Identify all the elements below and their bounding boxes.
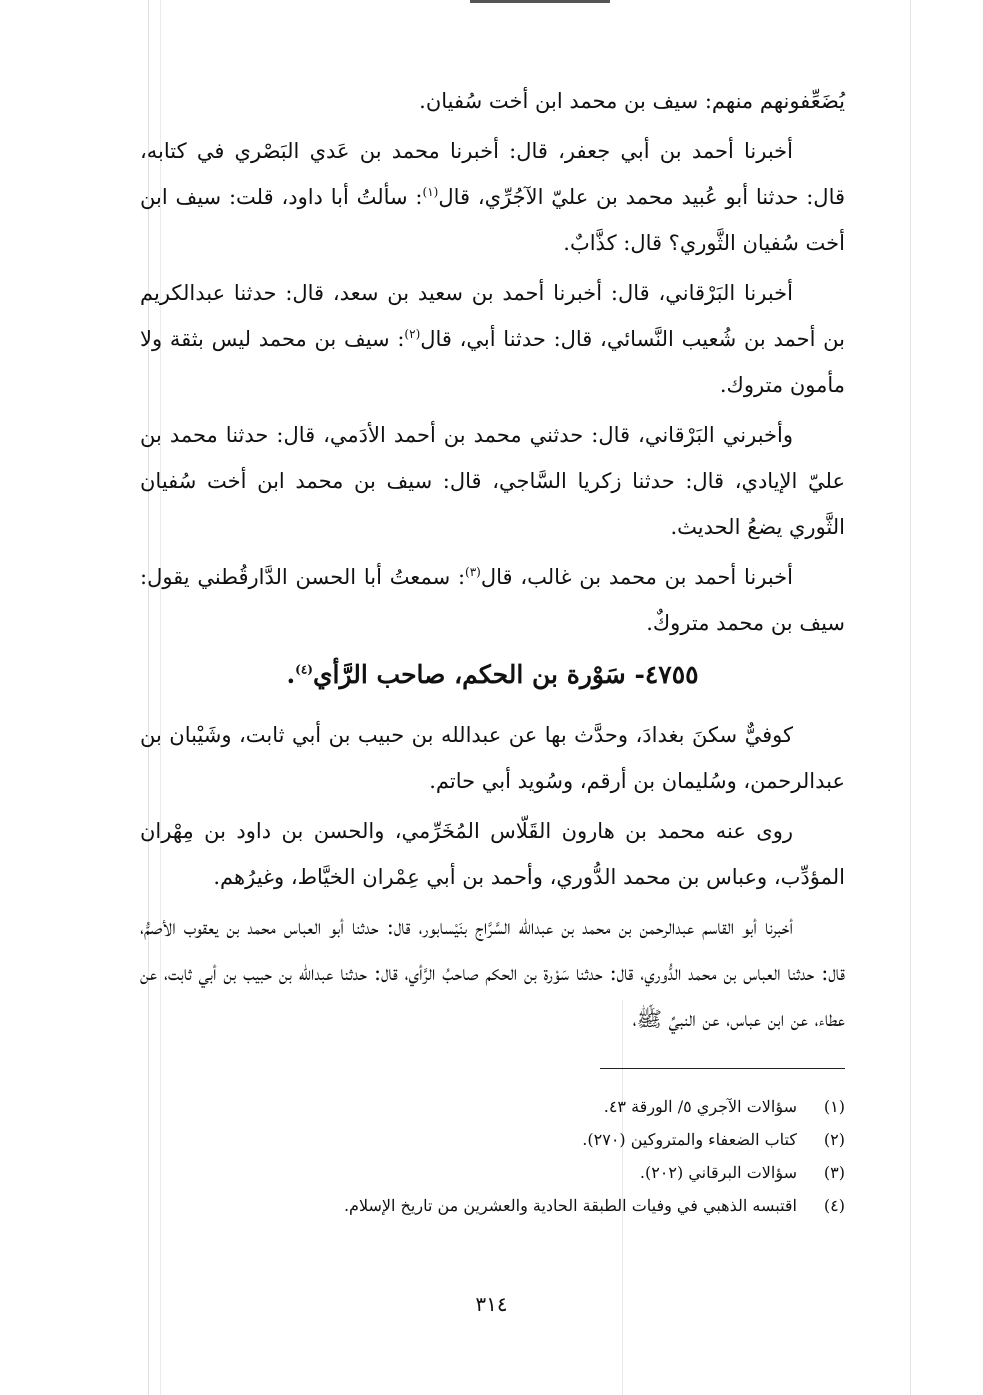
footnote-1 [140, 1090, 845, 1123]
footnote-4 [140, 1189, 845, 1222]
footnote-ref-4: (٤) [295, 662, 313, 677]
paragraph-8-text: أخبرنا أبو القاسم عبدالرحمن بن محمد بن عبدالله السَّرَّاج بنَيْسابور، قال: حدثنا أبو العباس محمد بن يعقوب الأصمُّ، قال: حدثنا العباس بن محمد الدُّوري، قال: حدثنا سَوْرة بن الحكم صاحبُ الرَّأي، قال: حدثنا عبدالله بن حبيب بن أبي ثابت، عن عطاء، عن ابن عباس، عن النبيِّ ﷺ، [140, 915, 845, 1031]
paragraph-3 [140, 270, 845, 408]
footnote-text: سؤالات الآجري ٥/ الورقة ٤٣. [603, 1097, 797, 1116]
footnote-number: (٢) [823, 1130, 845, 1149]
paragraph-4-text: وأخبرني البَرْقاني، قال: حدثني محمد بن أحمد الأدَمي، قال: حدثنا محمد بن عليّ الإيادي، قال: حدثنا زكريا السَّاجي، قال: سيف بن محمد ابن أخت سُفيان الثَّوري يضعُ الحديث. [140, 423, 845, 539]
paragraph-7 [140, 808, 845, 900]
footnote-number: (٤) [823, 1196, 845, 1215]
footnote-text: كتاب الضعفاء والمتروكين (٢٧٠). [582, 1130, 797, 1149]
paragraph-3-text: أخبرنا البَرْقاني، قال: أخبرنا أحمد بن سعيد بن سعد، قال: حدثنا عبدالكريم بن أحمد بن شُعيب النَّسائي، قال: حدثنا أبي، قال [140, 281, 845, 351]
paragraph-5-tail: : سمعتُ أبا الحسن الدَّارقُطني يقول: سيف بن محمد متروكٌ. [140, 565, 845, 635]
footnote-number: (١) [823, 1097, 845, 1116]
page-number: ٣١٤ [475, 1292, 508, 1316]
scan-dotted-line-right [910, 0, 911, 1395]
paragraph-5 [140, 554, 845, 646]
footnote-text: سؤالات البرقاني (٢٠٢). [639, 1163, 797, 1182]
footnotes [140, 1090, 845, 1222]
entry-heading-tail: . [286, 660, 296, 689]
footnote-2 [140, 1123, 845, 1156]
paragraph-4 [140, 412, 845, 550]
footnote-ref-2: (٢) [404, 327, 421, 341]
footnote-ref-1: (١) [422, 185, 439, 199]
scan-edge-mark [470, 0, 610, 3]
paragraph-1-text: يُضَعِّفونهم منهم: سيف بن محمد ابن أخت سُفيان. [419, 89, 845, 113]
paragraph-2-text: أخبرنا أحمد بن أبي جعفر، قال: أخبرنا محمد بن عَدي البَصْري في كتابه، قال: حدثنا أبو عُبيد محمد بن عليّ الآجُرِّي، قال [140, 139, 846, 209]
footnote-text: اقتبسه الذهبي في وفيات الطبقة الحادية والعشرين من تاريخ الإسلام. [343, 1196, 797, 1215]
page-body [140, 78, 845, 1046]
paragraph-2 [140, 128, 845, 266]
paragraph-6-text: كوفيٌّ سكنَ بغدادَ، وحدَّث بها عن عبدالله بن حبيب بن أبي ثابت، وشَيْبان بن عبدالرحمن، وسُليمان بن أرقم، وسُويد أبي حاتم. [140, 723, 845, 793]
paragraph-8 [140, 904, 845, 1042]
footnote-separator [600, 1068, 845, 1069]
entry-heading-text: ٤٧٥٥- سَوْرة بن الحكم، صاحب الرَّأي [312, 660, 699, 689]
entry-heading [140, 650, 845, 700]
footnote-number: (٣) [823, 1163, 845, 1182]
paragraph-7-text: روى عنه محمد بن هارون القَلّاس المُخَرِّمي، والحسن بن داود بن مِهْران المؤدِّب، وعباس بن محمد الدُّوري، وأحمد بن أبي عِمْران الخيَّاط، وغيرُهم. [140, 819, 845, 889]
paragraph-6 [140, 712, 845, 804]
paragraph-2-tail: : سألتُ أبا داود، قلت: سيف ابن أخت سُفيان الثَّوري؟ قال: كذَّابٌ. [140, 185, 845, 255]
paragraph-3-tail: : سيف بن محمد ليس بثقة ولا مأمون متروك. [140, 327, 845, 397]
paragraph-5-text: أخبرنا أحمد بن محمد بن غالب، قال [480, 565, 793, 589]
footnote-3 [140, 1156, 845, 1189]
footnote-ref-3: (٣) [465, 565, 481, 579]
paragraph-1 [140, 78, 845, 124]
